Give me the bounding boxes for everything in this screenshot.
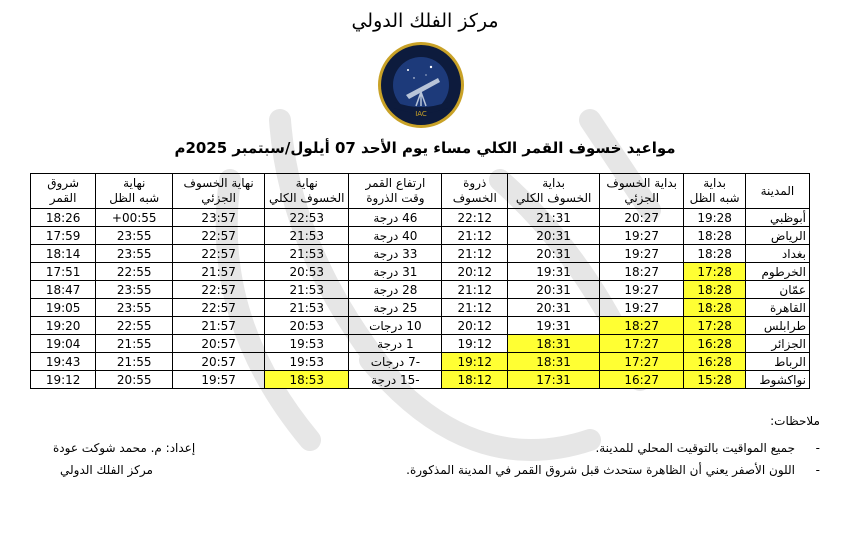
schedule-cell: 18:31 <box>508 335 600 353</box>
schedule-cell: 21:12 <box>442 245 508 263</box>
header-penumbral-start: بداية شبه الظل <box>684 174 745 209</box>
schedule-cell: 21:53 <box>265 299 349 317</box>
table-row <box>31 335 810 353</box>
schedule-cell: 17:27 <box>600 335 684 353</box>
schedule-cell: 16:27 <box>600 371 684 389</box>
schedule-cell: 19:05 <box>31 299 96 317</box>
table-header-row <box>31 174 810 209</box>
schedule-cell: 21:55 <box>96 353 173 371</box>
schedule-cell: 23:55 <box>96 227 173 245</box>
table-row <box>31 317 810 335</box>
schedule-cell: 21:12 <box>442 299 508 317</box>
schedule-cell: 18:31 <box>508 353 600 371</box>
schedule-cell: 20:12 <box>442 317 508 335</box>
header-total-start: بداية الخسوف الكلي <box>508 174 600 209</box>
schedule-cell: 20:57 <box>173 353 265 371</box>
schedule-cell: 21:12 <box>442 227 508 245</box>
schedule-cell: 19:12 <box>31 371 96 389</box>
schedule-cell: 21:12 <box>442 281 508 299</box>
schedule-cell: 19:43 <box>31 353 96 371</box>
note-bullet: - <box>815 463 820 477</box>
schedule-cell: 23:55 <box>96 299 173 317</box>
note-item <box>390 463 820 477</box>
city-cell: بغداد <box>745 245 809 263</box>
city-cell: نواكشوط <box>745 371 809 389</box>
table-row <box>31 209 810 227</box>
header-total-end: نهاية الخسوف الكلي <box>265 174 349 209</box>
schedule-cell: 25 درجة <box>349 299 442 317</box>
schedule-cell: 19:12 <box>442 353 508 371</box>
schedule-cell: 21:57 <box>173 317 265 335</box>
schedule-cell: 1 درجة <box>349 335 442 353</box>
schedule-cell: 46 درجة <box>349 209 442 227</box>
schedule-cell: 18:28 <box>684 245 745 263</box>
schedule-cell: 18:28 <box>684 299 745 317</box>
table-row <box>31 263 810 281</box>
schedule-cell: 22:57 <box>173 227 265 245</box>
schedule-cell: -7 درجات <box>349 353 442 371</box>
footer-org-name: مركز الفلك الدولي <box>60 463 153 477</box>
schedule-cell: 22:55 <box>96 263 173 281</box>
schedule-cell: 22:12 <box>442 209 508 227</box>
schedule-cell: 17:59 <box>31 227 96 245</box>
note-text: جميع المواقيت بالتوقيت المحلي للمدينة. <box>595 441 795 455</box>
schedule-cell: 18:12 <box>442 371 508 389</box>
schedule-cell: -15 درجة <box>349 371 442 389</box>
note-text: اللون الأصفر يعني أن الظاهرة ستحدث قبل شروق القمر في المدينة المذكورة. <box>406 463 795 477</box>
schedule-cell: 22:57 <box>173 299 265 317</box>
schedule-cell: 22:55 <box>96 317 173 335</box>
schedule-cell: 18:28 <box>684 227 745 245</box>
header-moonrise: شروق القمر <box>31 174 96 209</box>
schedule-cell: 15:28 <box>684 371 745 389</box>
schedule-cell: 20:27 <box>600 209 684 227</box>
schedule-cell: 20:31 <box>508 281 600 299</box>
schedule-cell: 40 درجة <box>349 227 442 245</box>
header-partial-end: نهاية الخسوف الجزئي <box>173 174 265 209</box>
city-cell: الرياض <box>745 227 809 245</box>
table-row <box>31 299 810 317</box>
note-bullet: - <box>815 441 820 455</box>
schedule-cell: 20:31 <box>508 299 600 317</box>
schedule-cell: 18:27 <box>600 263 684 281</box>
schedule-cell: 33 درجة <box>349 245 442 263</box>
schedule-cell: 18:26 <box>31 209 96 227</box>
header-partial-start: بداية الخسوف الجزئي <box>600 174 684 209</box>
schedule-cell: 18:28 <box>684 281 745 299</box>
schedule-cell: 19:27 <box>600 281 684 299</box>
notes-heading: ملاحظات: <box>770 414 820 428</box>
schedule-cell: 19:04 <box>31 335 96 353</box>
city-cell: عمّان <box>745 281 809 299</box>
iac-logo <box>376 40 466 130</box>
schedule-cell: 18:47 <box>31 281 96 299</box>
table-row <box>31 281 810 299</box>
schedule-cell: 19:53 <box>265 335 349 353</box>
city-cell: الرباط <box>745 353 809 371</box>
schedule-cell: 23:55 <box>96 245 173 263</box>
schedule-cell: 19:27 <box>600 299 684 317</box>
schedule-cell: 17:27 <box>600 353 684 371</box>
schedule-cell: 31 درجة <box>349 263 442 281</box>
logo-text: IAC <box>415 110 427 118</box>
schedule-cell: 18:27 <box>600 317 684 335</box>
prepared-by: إعداد: م. محمد شوكت عودة <box>53 441 196 455</box>
schedule-cell: 19:57 <box>173 371 265 389</box>
schedule-cell: 20:12 <box>442 263 508 281</box>
schedule-cell: 10 درجات <box>349 317 442 335</box>
schedule-cell: 16:28 <box>684 335 745 353</box>
header-penumbral-end: نهاية شبه الظل <box>96 174 173 209</box>
eclipse-schedule-table <box>30 173 810 389</box>
schedule-cell: 21:31 <box>508 209 600 227</box>
schedule-cell: 21:53 <box>265 227 349 245</box>
schedule-cell: 22:57 <box>173 245 265 263</box>
schedule-cell: 20:31 <box>508 227 600 245</box>
header-maximum: ذروة الخسوف <box>442 174 508 209</box>
schedule-cell: 20:57 <box>173 335 265 353</box>
city-cell: أبوظبي <box>745 209 809 227</box>
schedule-cell: 19:20 <box>31 317 96 335</box>
table-row <box>31 353 810 371</box>
schedule-cell: 19:27 <box>600 227 684 245</box>
schedule-cell: 20:53 <box>265 263 349 281</box>
table-body <box>31 209 810 389</box>
city-cell: الخرطوم <box>745 263 809 281</box>
schedule-cell: 00:55+ <box>96 209 173 227</box>
schedule-cell: 17:51 <box>31 263 96 281</box>
header-moon-altitude: ارتفاع القمر وقت الذروة <box>349 174 442 209</box>
schedule-cell: 18:14 <box>31 245 96 263</box>
schedule-cell: 19:12 <box>442 335 508 353</box>
schedule-cell: 28 درجة <box>349 281 442 299</box>
org-title: مركز الفلك الدولي <box>351 10 499 32</box>
schedule-cell: 21:57 <box>173 263 265 281</box>
schedule-cell: 17:28 <box>684 317 745 335</box>
schedule-cell: 19:31 <box>508 317 600 335</box>
schedule-cell: 23:55 <box>96 281 173 299</box>
schedule-cell: 20:53 <box>265 317 349 335</box>
schedule-cell: 19:31 <box>508 263 600 281</box>
note-item <box>390 441 820 455</box>
schedule-cell: 19:28 <box>684 209 745 227</box>
city-cell: القاهرة <box>745 299 809 317</box>
schedule-cell: 19:53 <box>265 353 349 371</box>
schedule-cell: 20:31 <box>508 245 600 263</box>
table-row <box>31 227 810 245</box>
schedule-cell: 22:53 <box>265 209 349 227</box>
schedule-cell: 17:31 <box>508 371 600 389</box>
city-cell: الجزائر <box>745 335 809 353</box>
schedule-cell: 18:53 <box>265 371 349 389</box>
schedule-cell: 17:28 <box>684 263 745 281</box>
main-title: مواعيد خسوف القمر الكلي مساء يوم الأحد 07 أيلول/سبتمبر 2025م <box>174 139 676 157</box>
schedule-cell: 21:53 <box>265 281 349 299</box>
schedule-cell: 20:55 <box>96 371 173 389</box>
city-cell: طرابلس <box>745 317 809 335</box>
table-row <box>31 245 810 263</box>
schedule-cell: 19:27 <box>600 245 684 263</box>
schedule-cell: 22:57 <box>173 281 265 299</box>
schedule-cell: 21:53 <box>265 245 349 263</box>
schedule-cell: 23:57 <box>173 209 265 227</box>
schedule-cell: 16:28 <box>684 353 745 371</box>
header-city: المدينة <box>745 174 809 209</box>
table-row <box>31 371 810 389</box>
schedule-cell: 21:55 <box>96 335 173 353</box>
